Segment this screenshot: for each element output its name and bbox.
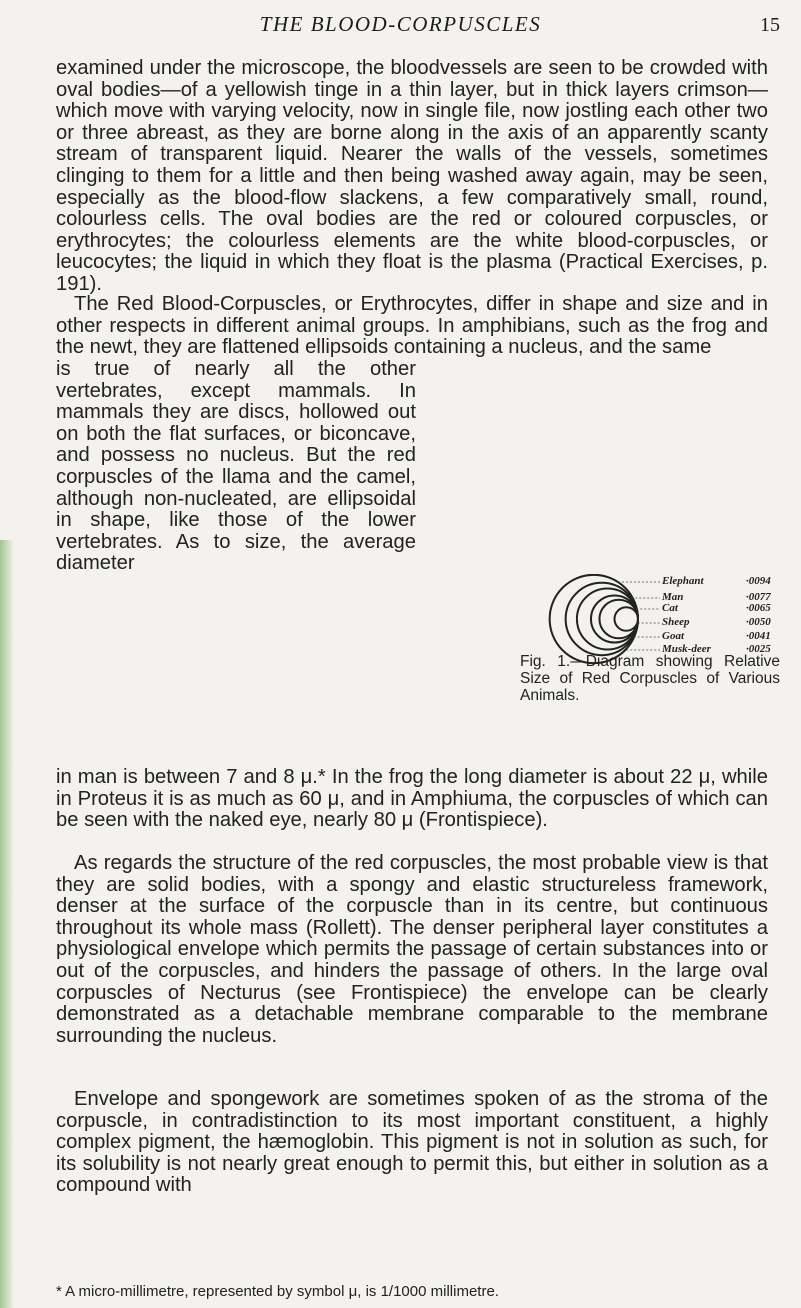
diagram-label-elephant: Elephant [662,575,704,587]
paragraph-1 [56,58,768,296]
running-title: THE BLOOD-CORPUSCLES [259,12,542,36]
diagram-label-musk-deer: Musk-deer [662,643,711,655]
paragraph-4 [56,1089,768,1197]
paragraph-2-rest [56,767,768,832]
paragraph-text: The Red Blood-Corpuscles, or Erythrocytes, differ in shape and size and in other respects in different animal groups. In amphibians, such as the frog and the newt, they are flattened ellipsoids containing a nucleus, and the same [56,293,768,359]
paragraph-3 [56,853,768,1047]
diagram-value: ·0050 [746,616,771,628]
figure-caption: Fig. 1.—Diagram showing Relative Size of Red Corpuscles of Various Animals. [520,653,780,704]
paragraph-text: Envelope and spongework are sometimes spoken of as the stroma of the corpuscle, in contradistinction to its most important constituent, a highly complex pigment, the hæmoglobin. This pigment is not in solution as such, for its solubility is not nearly great enough to permit this, but either in solution as a compound with [56,1088,768,1197]
diagram-value: ·0025 [746,643,771,655]
diagram-value: ·0041 [746,630,771,642]
diagram-label-sheep: Sheep [662,616,690,628]
corpuscle-circle-goat [599,600,638,639]
diagram-value: ·0065 [746,602,771,614]
diagram-value: ·0094 [746,575,771,587]
paragraph-2-narrow [56,359,416,575]
paragraph-text: in man is between 7 and 8 μ.* In the frog the long diameter is about 22 μ, while in Proteus it is as much as 60 μ, and in Amphiuma, the corpuscles of which can be seen with the naked eye, nearly 80 μ (Frontispiece). [56,766,768,832]
diagram-label-goat: Goat [662,630,684,642]
concentric-circles-diagram [520,574,780,664]
paragraph-text: examined under the microscope, the bloodvessels are seen to be crowded with oval bodies—of a yellowish tinge in a thin layer, but in thick layers crimson—which move with varying velocity, now in single file, now jostling each other two or three abreast, as they are borne along in the axis of an apparently scanty stream of transparent liquid. Nearer the walls of the vessels, sometimes clinging to them for a little and then being washed away again, may be seen, especially as the blood-flow slackens, a few comparatively small, round, colourless cells. The oval bodies are the red or coloured corpuscles, or erythrocytes; the colourless elements are the white blood-corpuscles, or leucocytes; the liquid in which they float is the plasma (Practical Exercises, p. 191). [56,57,768,295]
corpuscle-circle-elephant [550,575,638,663]
paragraph-2-full [56,294,768,359]
paragraph-text: As regards the structure of the red corpuscles, the most probable view is that they are solid bodies, with a spongy and elastic structureless framework, denser at the surface of the corpuscle than in its centre, but continuous throughout its whole mass (Rollett). The denser peripheral layer constitutes a physiological envelope which permits the passage of certain substances into or out of the corpuscles, and hinders the passage of others. In the large oval corpuscles of Necturus (see Frontispiece) the envelope can be clearly demonstrated as a detachable membrane comparable to the membrane surrounding the nucleus. [56,852,768,1047]
corpuscle-circle-musk-deer [615,607,639,631]
paragraph-text: is true of nearly all the other vertebrates, except mammals. In mammals they are discs, hollowed out on both the flat surfaces, or biconcave, and possess no nucleus. But the red corpuscles of the llama and the camel, although non-nucleated, are ellipsoidal in shape, like those of the lower vertebrates. As to size, the average diameter [56,358,416,575]
footnote: * A micro-millimetre, represented by symbol μ, is 1/1000 millimetre. [56,1283,499,1300]
diagram-label-man: Man [662,591,684,603]
diagram-label-cat: Cat [662,602,678,614]
diagram-value: ·0077 [746,591,771,603]
page-number: 15 [760,14,780,36]
page-edge-shadow [0,540,14,1308]
